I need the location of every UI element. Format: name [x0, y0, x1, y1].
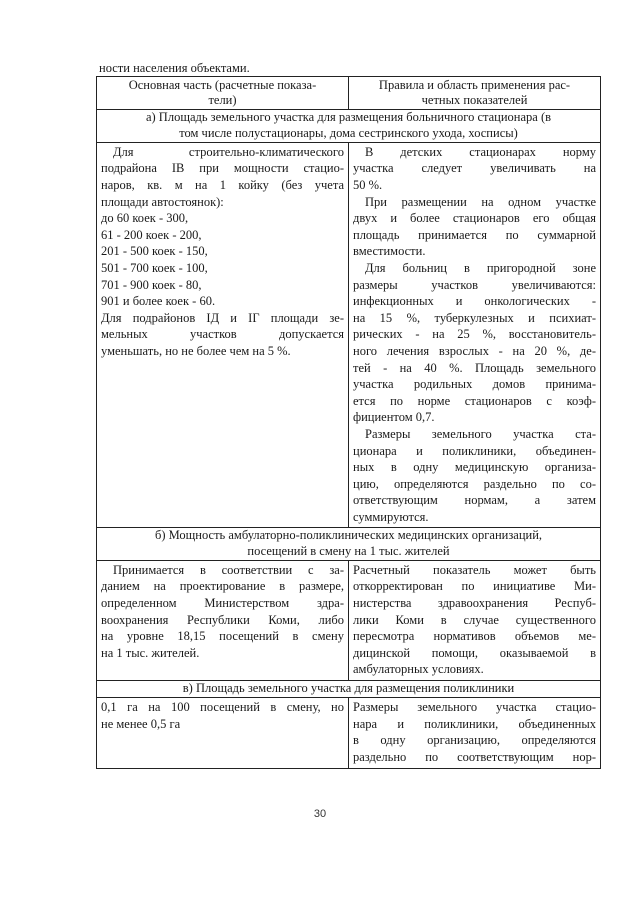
text-line: 50 %.: [353, 178, 383, 192]
text-line: раздельно по соответствующим нор-: [353, 750, 596, 765]
standards-table: [96, 76, 601, 769]
text-line: двух и более стационаров его общая: [353, 211, 596, 226]
text-line: инфекционных и онкологических -: [353, 294, 596, 309]
rules-cell: [349, 142, 601, 528]
text-line: 0,1 га на 100 посещений в смену, но: [101, 700, 344, 715]
main-part-cell: [97, 698, 349, 768]
text-line: амбулаторных условиях.: [353, 662, 484, 677]
text-line: ционара и поликлиники, объединен-: [353, 443, 596, 458]
section-title-line: том числе полустационары, дома сестринского ухода, хосписы): [179, 125, 518, 140]
text-line: Для больниц в пригородной зоне: [365, 260, 596, 275]
header-rules-line: Правила и область применения рас-: [378, 78, 571, 92]
main-part-cell: [97, 560, 349, 680]
text-line: Принимается в соответствии с за-: [113, 562, 344, 577]
section-body-row: [97, 142, 601, 528]
text-line: рических - на 25 %, восстановитель-: [353, 327, 596, 342]
text-line: подрайона IB при мощности стацио-: [101, 161, 344, 176]
text-line: воохранения Республики Коми, либо: [101, 612, 344, 627]
text-line: участка следует увеличивать на: [353, 161, 596, 176]
section-title-line: посещений в смену на 1 тыс. жителей: [247, 543, 450, 558]
text-line: тей - на 40 %. Площадь земельного: [353, 360, 596, 375]
text-line: дицинской помощи, оказываемой в: [353, 645, 596, 660]
text-line: уменьшать, но не более чем на 5 %.: [101, 343, 291, 358]
text-line: Расчетный показатель может быть: [353, 562, 596, 577]
text-line: Для подрайонов IД и IГ площади зе-: [101, 310, 344, 325]
section-body-row: [97, 560, 601, 680]
text-line: вместимости.: [353, 244, 426, 259]
header-rules: [349, 77, 601, 110]
text-line: 901 и более коек - 60.: [101, 294, 216, 309]
text-line: откорректирован по инициативе Ми-: [353, 579, 596, 594]
text-line: При размещении на одном участке: [365, 194, 596, 209]
section-title-inpatient-land-area: [97, 110, 601, 142]
text-line: ного лечения взрослых - на 20 %, де-: [353, 343, 596, 358]
text-line: до 60 коек - 300,: [101, 211, 189, 226]
rules-cell: [349, 698, 601, 768]
continuation-text: ности населения объектами.: [99, 61, 250, 75]
header-main-line: Основная часть (расчетные показа-: [128, 78, 317, 92]
text-line: нистерства здравоохранения Респуб-: [353, 596, 596, 611]
text-line: 201 - 500 коек - 150,: [101, 244, 208, 259]
text-line: пересмотра нормативов объемов ме-: [353, 629, 596, 644]
text-line: Размеры земельного участка ста-: [365, 426, 596, 441]
text-line: лики Коми в случае существенного: [353, 612, 596, 627]
text-line: на уровне 18,15 посещений в смену: [101, 629, 344, 644]
text-line: цию, определяются раздельно по со-: [353, 476, 596, 491]
table-header-row: [97, 77, 601, 110]
section-title-row: [97, 681, 601, 698]
text-line: Для строительно-климатического: [113, 144, 344, 159]
text-line: не менее 0,5 га: [101, 716, 181, 731]
text-line: участка родильных домов принима-: [353, 377, 596, 392]
text-line: 501 - 700 коек - 100,: [101, 260, 208, 275]
text-line: наров, кв. м на 1 койку (без учета: [101, 178, 344, 192]
text-line: площадь принимается по суммарной: [353, 227, 596, 242]
text-line: площади автостоянок):: [101, 194, 224, 209]
header-main-part: [97, 77, 349, 110]
text-line: в одну организацию, определяются: [353, 733, 596, 748]
header-rules-line: четных показателей: [421, 93, 528, 108]
rules-cell: [349, 560, 601, 680]
text-line: ных в одну медицинскую организа-: [353, 460, 596, 475]
text-line: данием на проектирование в размере,: [101, 579, 344, 594]
page-number: 30: [313, 808, 327, 820]
text-line: нара и поликлиники, объединенных: [353, 716, 596, 731]
section-body-row: [97, 698, 601, 768]
text-line: суммируются.: [353, 509, 429, 524]
text-line: фициентом 0,7.: [353, 410, 435, 425]
section-title-row: [97, 110, 601, 142]
section-title-polyclinic-land-area: [97, 681, 601, 698]
text-line: ответствующим нормам, а затем: [353, 493, 596, 508]
section-title-row: [97, 528, 601, 560]
text-line: на 15 %, туберкулезных и психиат-: [353, 310, 596, 325]
text-line: мельных участков допускается: [101, 327, 344, 342]
text-line: 701 - 900 коек - 80,: [101, 277, 202, 292]
text-line: 61 - 200 коек - 200,: [101, 227, 202, 242]
text-line: В детских стационарах норму: [365, 144, 596, 159]
section-title-line: в) Площадь земельного участка для размещения поликлиники: [182, 681, 515, 696]
text-line: размеры участков увеличиваются:: [353, 277, 596, 292]
section-title-outpatient-capacity: [97, 528, 601, 560]
text-line: ется по норме стационаров с коэф-: [353, 393, 596, 408]
main-part-cell: [97, 142, 349, 528]
header-main-line: тели): [208, 93, 237, 108]
section-title-line: б) Мощность амбулаторно-поликлинических медицинских организаций,: [154, 528, 543, 543]
text-line: Размеры земельного участка стацио-: [353, 700, 596, 715]
text-line: на 1 тыс. жителей.: [101, 645, 200, 660]
text-line: определенном Министерством здра-: [101, 596, 344, 611]
section-title-line: а) Площадь земельного участка для размещения больничного стационара (в: [145, 110, 552, 125]
